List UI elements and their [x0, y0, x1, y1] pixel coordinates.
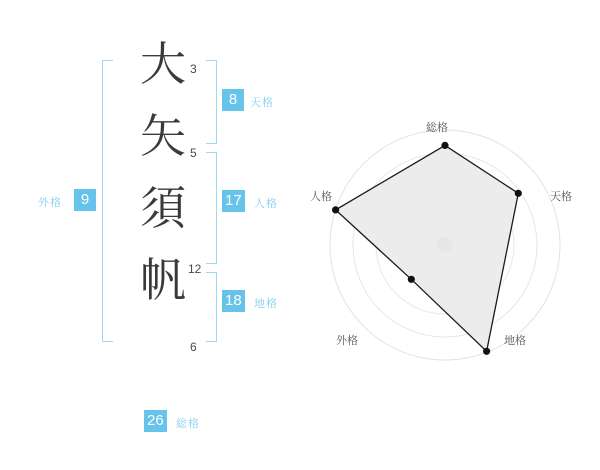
radar-axis-label-tenkaku: 天格 [550, 190, 572, 203]
tenkaku-label: 天格 [250, 96, 274, 109]
radar-svg [300, 110, 590, 390]
chikaku-label: 地格 [254, 297, 278, 310]
stroke-count-4: 6 [190, 340, 197, 354]
gaikaku-label: 外格 [38, 196, 62, 209]
radar-chart [300, 110, 590, 390]
jinkaku-label: 人格 [254, 197, 278, 210]
kanji-char-4: 帆 [140, 253, 186, 307]
kanji-char-1: 大 [140, 37, 186, 91]
stroke-count-1: 3 [190, 62, 197, 76]
gaikaku-bracket [102, 60, 113, 342]
tenkaku-bracket [206, 60, 217, 144]
jinkaku-badge: 17 [222, 190, 245, 212]
stroke-count-3: 12 [188, 262, 202, 276]
soukaku-label: 総格 [176, 417, 200, 430]
gaikaku-badge: 9 [74, 189, 96, 211]
chikaku-badge: 18 [222, 290, 245, 312]
kanji-char-2: 矢 [140, 109, 186, 163]
radar-axis-label-gaikaku: 外格 [336, 334, 358, 347]
kanji-char-3: 須 [140, 181, 186, 235]
radar-axis-label-chikaku: 地格 [504, 334, 526, 347]
chikaku-bracket [206, 272, 217, 342]
soukaku-badge: 26 [144, 410, 167, 432]
radar-axis-label-jinkaku: 人格 [310, 190, 332, 203]
stroke-count-2: 5 [190, 146, 197, 160]
tenkaku-badge: 8 [222, 89, 244, 111]
radar-axis-label-soukaku: 総格 [426, 121, 448, 134]
jinkaku-bracket [206, 152, 217, 264]
